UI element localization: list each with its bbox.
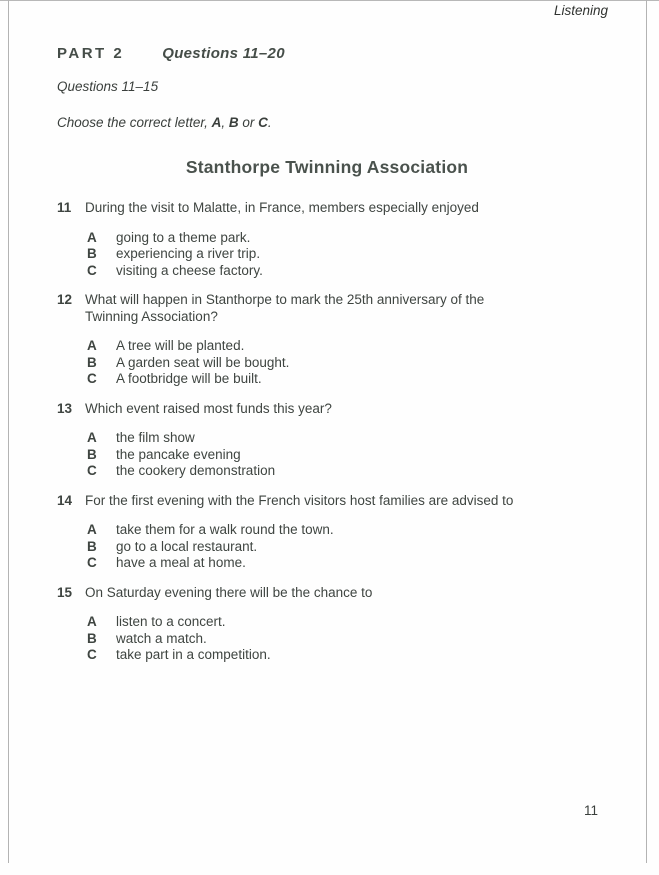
option-text: A tree will be planted. [116,338,245,353]
option-letter: C [87,371,97,386]
options-list [57,522,639,572]
instruction-end: . [267,115,272,130]
question-11 [57,200,639,279]
page-border-right [646,0,647,863]
option-letter: C [87,463,97,478]
option-row [87,522,639,539]
option-letter: C [87,262,97,278]
options-list [57,338,639,388]
option-text: the film show [116,430,195,445]
questions-list [57,200,639,677]
question-text: For the first evening with the French visitors host families are advised to [85,492,514,508]
option-text: listen to a concert. [116,614,226,629]
section-title: Stanthorpe Twinning Association [185,157,469,177]
question-number: 11 [57,200,72,215]
option-row [87,338,639,355]
part-label: PART 2 [57,45,125,62]
question-number: 15 [57,584,73,600]
option-text: take part in a competition. [116,647,271,662]
instruction-sep-ab: , [221,115,229,130]
option-text: have a meal at home. [116,555,246,570]
option-row [87,355,639,372]
option-row [87,263,639,280]
question-number: 13 [57,400,73,416]
part-heading [57,45,285,62]
option-row [87,246,639,263]
option-letter: A [87,430,97,445]
question-number: 14 [57,492,73,508]
option-letter: B [87,246,97,261]
question-14 [57,493,639,572]
option-row [87,647,639,664]
instruction-lead: Choose the correct letter, [57,115,212,130]
option-letter: B [87,538,97,554]
option-row [87,555,639,572]
option-text: watch a match. [116,630,207,646]
option-row [87,230,639,247]
instruction-letter-b: B [228,115,239,130]
option-letter: B [87,446,97,462]
option-row [87,614,639,631]
instruction-sep-bc: or [238,115,259,130]
option-letter: C [87,647,97,662]
option-letter: C [87,555,97,570]
option-text: the cookery demonstration [116,463,276,478]
question-12 [57,292,639,388]
instruction-letter-c: C [258,115,268,130]
option-letter: A [87,229,97,245]
question-text: What will happen in Stanthorpe to mark the 25th anniversary of the Twinning Association? [85,292,485,324]
option-text: visiting a cheese factory. [116,262,263,278]
question-text: Which event raised most funds this year? [85,400,332,416]
option-text: the pancake evening [116,446,241,462]
questions-subrange: Questions 11–15 [57,79,159,94]
page-number: 11 [583,803,598,818]
option-letter: A [87,522,97,537]
instruction-letter-a: A [211,115,222,130]
options-list [57,430,639,480]
instruction-line [57,115,272,130]
option-text: take them for a walk round the town. [116,522,334,537]
option-letter: B [87,630,97,646]
option-row [87,463,639,480]
option-row [87,631,639,648]
option-text: A footbridge will be built. [116,371,262,386]
part-questions-range: Questions 11–20 [162,45,285,62]
question-number: 12 [57,292,73,307]
options-list [57,230,639,280]
options-list [57,614,639,664]
option-letter: A [87,338,97,353]
option-row [87,430,639,447]
option-text: experiencing a river trip. [116,246,261,261]
option-row [87,371,639,388]
option-row [87,447,639,464]
option-text: going to a theme park. [116,229,251,245]
page-border-left [8,0,9,863]
question-text: On Saturday evening there will be the chance to [85,584,373,600]
option-row [87,539,639,556]
page-border-top [0,0,659,1]
section-header: Listening [553,3,608,18]
question-15 [57,585,639,664]
option-letter: A [87,614,97,629]
option-text: go to a local restaurant. [116,538,258,554]
question-13 [57,401,639,480]
option-letter: B [87,354,97,370]
option-text: A garden seat will be bought. [116,354,290,370]
question-text: During the visit to Malatte, in France, members especially enjoyed [85,200,479,215]
